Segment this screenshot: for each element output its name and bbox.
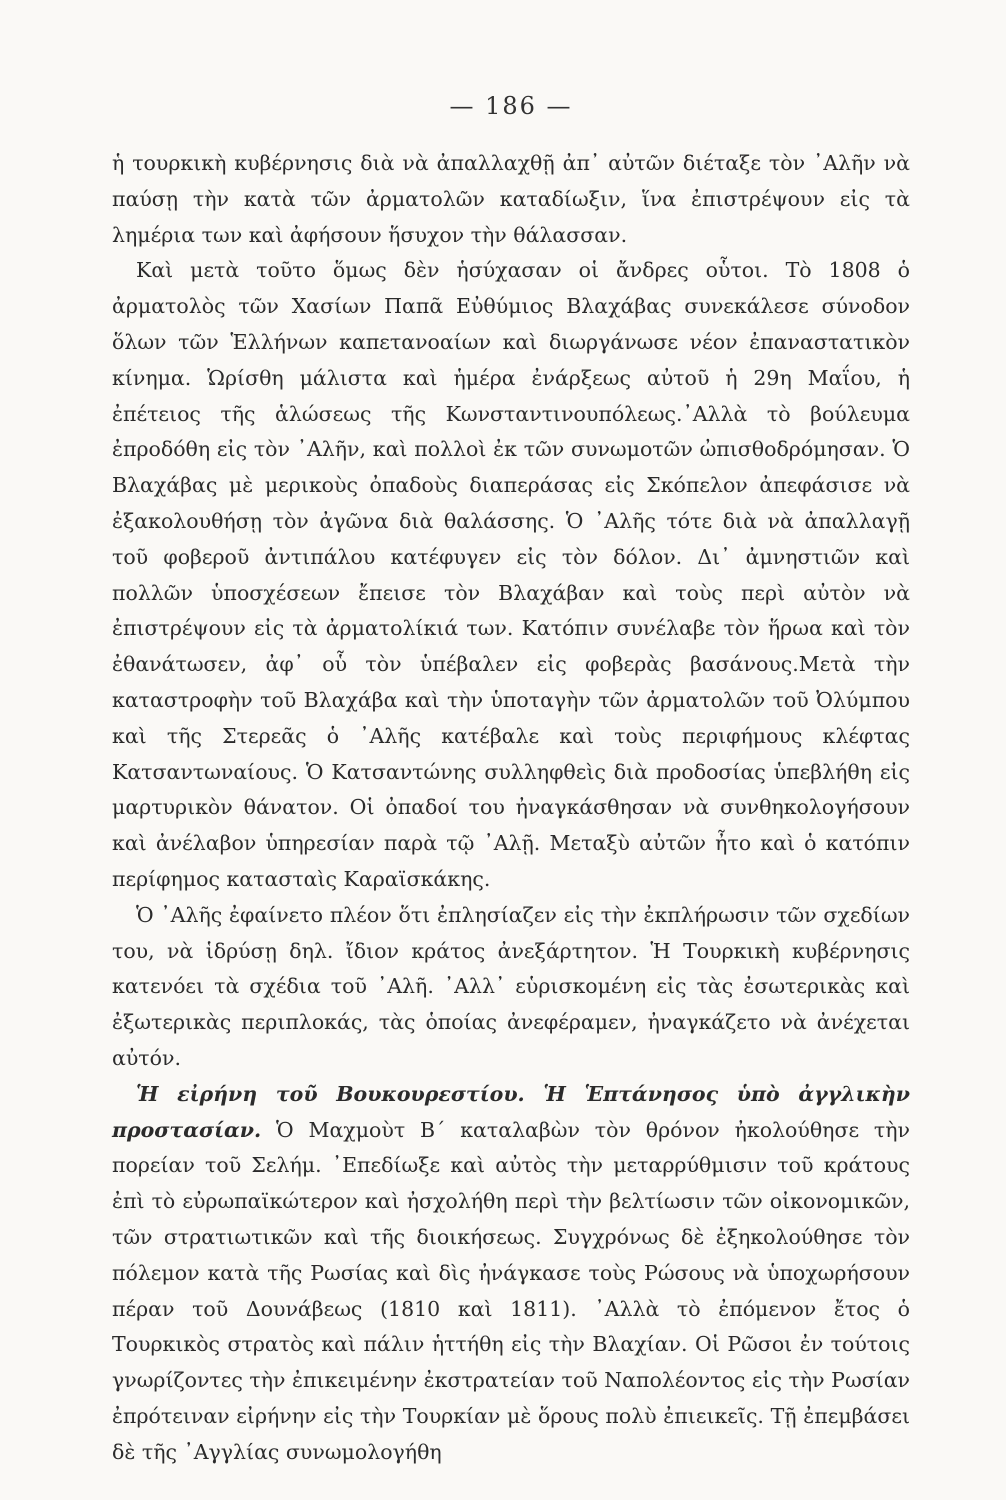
paragraph-2: Καὶ μετὰ τοῦτο ὅμως δὲν ἡσύχασαν οἱ ἄνδρες οὗτοι. Τὸ 1808 ὁ ἀρματολὸς τῶν Χασίων Παπᾶ Εὐθύμιος Βλαχάβας συνεκάλεσε σύνοδον ὅλων τῶν Ἑλλήνων καπετανοαίων καὶ διωργάνωσε νέον ἐπαναστατικὸν κίνημα. Ὡρίσθη μάλιστα καὶ ἡμέρα ἐνάρξεως αὐτοῦ ἡ 29η Μαΐου, ἡ ἐπέτειος τῆς ἁλώσεως τῆς Κωνσταντινουπόλεως.᾿Αλλὰ τὸ βούλευμα ἐπροδόθη εἰς τὸν ᾿Αλῆν, καὶ πολλοὶ ἐκ τῶν συνωμοτῶν ὠπισθοδρόμησαν. Ὁ Βλαχάβας μὲ μερικοὺς ὀπαδοὺς διαπεράσας εἰς Σκόπελον ἀπεφάσισε νὰ ἐξακολουθήσῃ τὸν ἀγῶνα διὰ θαλάσσης. Ὁ ᾿Αλῆς τότε διὰ νὰ ἀπαλλαγῇ τοῦ φοβεροῦ ἀντιπάλου κατέφυγεν εἰς τὸν δόλον. Δι᾿ ἀμνηστιῶν καὶ πολλῶν ὑποσχέσεων ἔπεισε τὸν Βλαχάβαν καὶ τοὺς περὶ αὐτὸν νὰ ἐπιστρέψουν εἰς τὰ ἀρματολίκιά των. Κατόπιν συνέλαβε τὸν ἥρωα καὶ τὸν ἐθανάτωσεν, ἀφ᾿ οὗ τὸν ὑπέβαλεν εἰς φοβερὰς βασάνους.Μετὰ τὴν καταστροφὴν τοῦ Βλαχάβα καὶ τὴν ὑποταγὴν τῶν ἀρματολῶν τοῦ Ὀλύμπου καὶ τῆς Στερεᾶς ὁ ᾿Αλῆς κατέβαλε καὶ τοὺς περιφήμους κλέφτας Κατσαντωναίους. Ὁ Κατσαντώνης συλληφθεὶς διὰ προδοσίας ὑπεβλήθη εἰς μαρτυρικὸν θάνατον. Οἱ ὀπαδοί του ἠναγκάσθησαν νὰ συνθηκολογήσουν καὶ ἀνέλαβον ὑπηρεσίαν παρὰ τῷ ᾿Αλῇ. Μεταξὺ αὐτῶν ἦτο καὶ ὁ κατόπιν περίφημος κατασταὶς Καραϊσκάκης.: [112, 258, 910, 891]
paragraph-4: [112, 1077, 910, 1471]
page-number: — 186 —: [449, 92, 573, 120]
paragraph-4-body: Ὁ Μαχμοὺτ Β΄ καταλαβὼν τὸν θρόνον ἠκολούθησε τὴν πορείαν τοῦ Σελήμ. ᾿Επεδίωξε καὶ αὐτὸς τὴν μεταρρύθμισιν τοῦ κράτους ἐπὶ τὸ εὐρωπαϊκώτερον καὶ ἠσχολήθη περὶ τὴν βελτίωσιν τῶν οἰκονομικῶν, τῶν στρατιωτικῶν καὶ τῆς διοικήσεως. Συγχρόνως δὲ ἐξηκολούθησε τὸν πόλεμον κατὰ τῆς Ρωσίας καὶ δὶς ἠνάγκασε τοὺς Ρώσους νὰ ὑποχωρήσουν πέραν τοῦ Δουνάβεως (1810 καὶ 1811). ᾿Αλλὰ τὸ ἐπόμενον ἔτος ὁ Τουρκικὸς στρατὸς καὶ πάλιν ἡττήθη εἰς τὴν Βλαχίαν. Οἱ Ρῶσοι ἐν τούτοις γνωρίζοντες τὴν ἐπικειμένην ἐκστρατείαν τοῦ Ναπολέοντος εἰς τὴν Ρωσίαν ἐπρότειναν εἰρήνην εἰς τὴν Τουρκίαν μὲ ὅρους πολὺ ἐπιεικεῖς. Τῇ ἐπεμβάσει δὲ τῆς ᾿Αγγλίας συνωμολογήθη: [112, 1117, 910, 1464]
paragraph-3: Ὁ ᾿Αλῆς ἐφαίνετο πλέον ὅτι ἐπλησίαζεν εἰς τὴν ἐκπλήρωσιν τῶν σχεδίων του, νὰ ἱδρύσῃ δηλ. ἴδιον κράτος ἀνεξάρτητον. Ἡ Τουρκικὴ κυβέρνησις κατενόει τὰ σχέδια τοῦ ᾿Αλῆ. ᾿Αλλ᾿ εὑρισκομένη εἰς τὰς ἐσωτερικὰς καὶ ἐξωτερικὰς περιπλοκάς, τὰς ὁποίας ἀνεφέραμεν, ἠναγκάζετο νὰ ἀνέχεται αὐτόν.: [112, 902, 910, 1070]
paragraph-1: ἡ τουρκικὴ κυβέρνησις διὰ νὰ ἀπαλλαχθῇ ἀπ᾿ αὐτῶν διέταξε τὸν ᾿Αλῆν νὰ παύσῃ τὴν κατὰ τῶν ἀρματολῶν καταδίωξιν, ἵνα ἐπιστρέψουν εἰς τὰ λημέρια των καὶ ἀφήσουν ἥσυχον τὴν θάλασσαν.: [112, 151, 910, 247]
section-title: Ἡ εἰρήνη τοῦ Βουκουρεστίου. Ἡ Ἑπτάνησος ὑπὸ ἀγγλικὴν προστασίαν.: [112, 1081, 910, 1142]
